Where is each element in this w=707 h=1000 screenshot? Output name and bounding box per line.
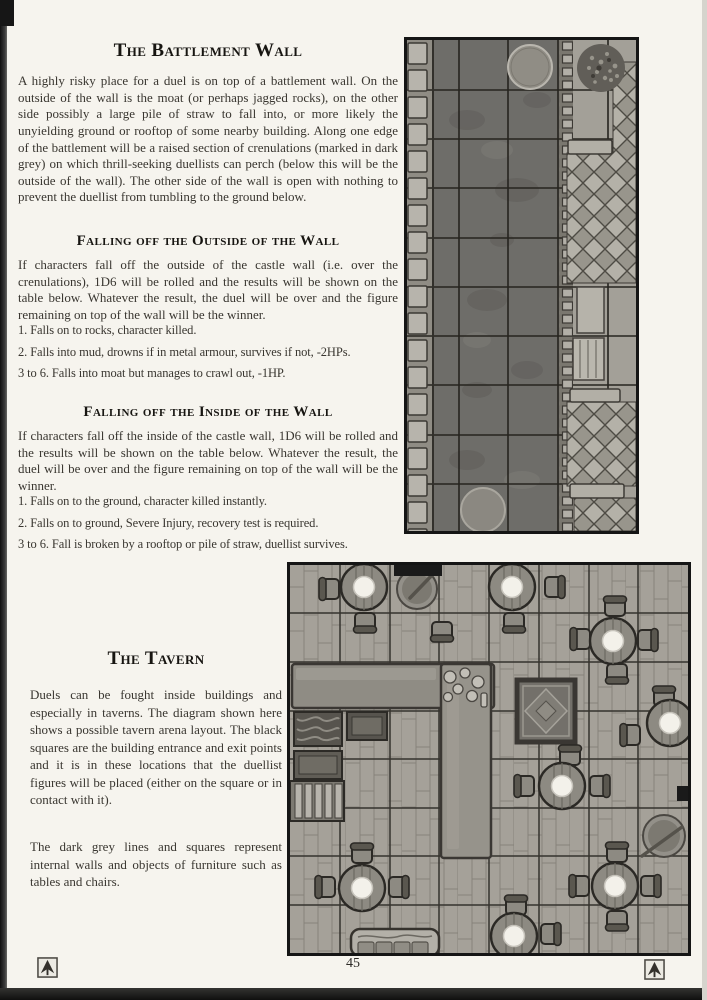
page-corner-shade xyxy=(0,0,14,26)
tavern-map xyxy=(287,562,691,956)
entrance-square-right xyxy=(677,786,688,801)
entrance-square-top xyxy=(394,565,442,576)
page-edge-bottom xyxy=(0,988,707,1000)
battlement-map-drawing xyxy=(407,40,636,531)
result-item: 1. Falls on to the ground, character killed instantly. xyxy=(18,494,267,508)
falling-inside-paragraph: If characters fall off the inside of the castle wall, 1D6 will be rolled and the results will be shown on the table below. Whatever the result, the duel will be over and the figure remaining on top of the wall will be the winner. xyxy=(18,428,398,493)
section-title-falling-outside: Falling off the Outside of the Wall xyxy=(76,233,340,249)
battlement-wall-map xyxy=(404,37,639,534)
result-item: 1. Falls on to rocks, character killed. xyxy=(18,323,197,337)
result-item: 2. Falls on to ground, Severe Injury, recovery test is required. xyxy=(18,515,319,530)
falling-inside-results xyxy=(18,494,402,559)
result-item: 3 to 6. Fall is broken by a rooftop or pile of straw, duellist survives. xyxy=(18,537,348,551)
falling-outside-paragraph: If characters fall off the outside of the castle wall (i.e. over the crenulations), 1D6 will be rolled and the results will be shown on the table below. Whatever the result, the duel will be over and the figure remaining on top of the wall will be the winner. xyxy=(18,257,398,322)
falling-outside-results xyxy=(18,323,402,388)
result-item: 3 to 6. Falls into moat but manages to crawl out, -1HP. xyxy=(18,366,286,380)
barrel-rack xyxy=(290,781,344,821)
battlement-intro-paragraph: A highly risky place for a duel is on top of a battlement wall. On the outside of the wall is the moat (or perhaps jagged rocks), on the other side possibly a large pile of straw to fall into, or more likely the unyielding ground or rooftop of some nearby building. Along one edge of the battlement will be a raised section of crenulations (marked in dark grey) on which thrill-seeking duellists can perch (below this will be the outside of the wall). The other side of the wall is open with nothing to prevent the duellist from tumbling to the ground below. xyxy=(18,73,398,205)
page-edge-left xyxy=(0,0,7,1000)
tavern-paragraph-2: The dark grey lines and squares represent internal walls and objects of furniture such as tables and chairs. xyxy=(30,839,282,890)
result-item: 2. Falls into mud, drowns if in metal armour, survives if not, -2HPs. xyxy=(18,344,351,359)
section-title-tavern: The Tavern xyxy=(107,648,205,669)
tavern-paragraph-1: Duels can be fought inside buildings and especially in taverns. The diagram shown here shows a possible tavern arena layout. The black squares are the building entrance and exit points and it is in these locations that the duellist figures will be placed (either on the square or in contact with it). xyxy=(30,687,282,808)
section-title-battlement: The Battlement Wall xyxy=(113,40,303,61)
page-number: 45 xyxy=(346,956,360,971)
page-edge-right xyxy=(702,0,707,1000)
publisher-mark-icon xyxy=(644,959,665,980)
bench xyxy=(351,929,439,953)
section-title-falling-inside: Falling off the Inside of the Wall xyxy=(83,404,333,420)
tavern-map-drawing xyxy=(290,565,688,953)
rug xyxy=(517,680,575,742)
publisher-mark-icon xyxy=(37,957,58,978)
cauldron-bottom xyxy=(642,815,685,857)
